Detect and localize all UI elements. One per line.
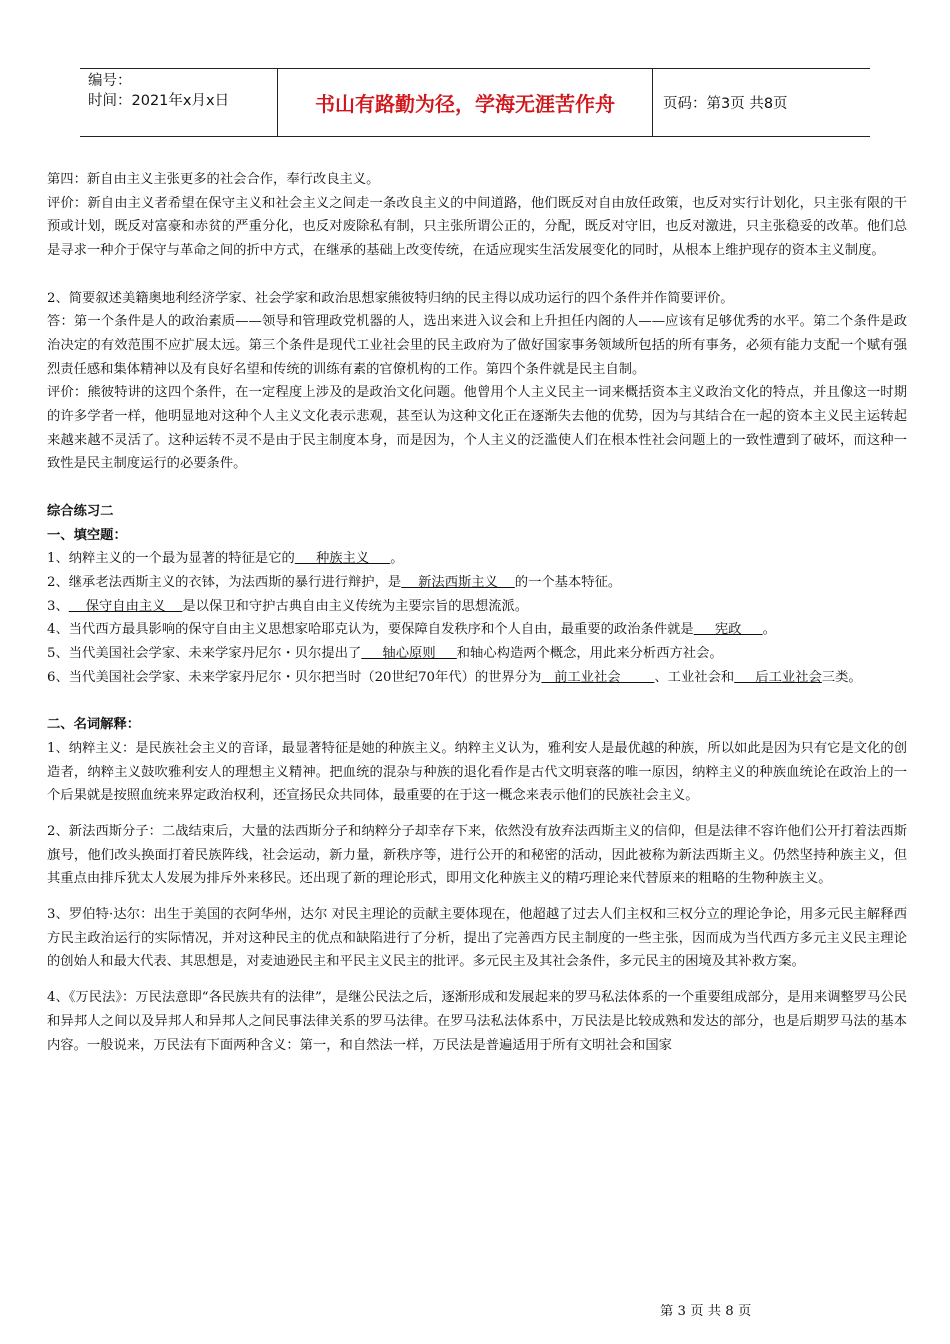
fill-item-3: 3、 保守自由主义 是以保卫和守护古典自由主义传统为主要宗旨的思想流派。 bbox=[47, 598, 529, 614]
time-label: 时间：2021年x月x日 bbox=[88, 93, 230, 109]
question: 2、简要叙述美籍奥地利经济学家、社会学家和政治思想家熊彼特归纳的民主得以成功运行的四个条件并作简要评价。 bbox=[47, 290, 734, 306]
fill-answer: 宪政 bbox=[693, 622, 763, 638]
paragraph: 评价：新自由主义者希望在保守主义和社会主义之间走一条改良主义的中间道路，他们既反对自由放任政策，也反对实行计划化，只主张有限的干预或计划，既反对富豪和赤贫的严重分化，也反对废除私有制，只主张所谓公正的，分配，既反对守旧，也反对激进，只主张稳妥的改革。他们总是寻求一种介于保守与革命之间的折中方式，在继承的基础上改变传统，在适应现实生活发展变化的同时，从根本上维护现存的资本主义制度。 bbox=[47, 195, 907, 259]
document-body bbox=[47, 168, 907, 1057]
term-definition: 2、新法西斯分子：二战结束后，大量的法西斯分子和纳粹分子却幸存下来，依然没有放弃法西斯主义的信仰，但是法律不容许他们公开打着法西斯旗号，他们改头换面打着民族阵线，社会运动，新力量，新秩序等，进行公开的和秘密的活动，因此被称为新法西斯主义。仍然坚持种族主义，但其重点由排斥犹太人发展为排斥外来移民。还出现了新的理论形式，即用文化种族主义的精巧理论来代替原来的粗略的生物种族主义。 bbox=[47, 823, 907, 887]
evaluation: 评价：熊彼特讲的这四个条件，在一定程度上涉及的是政治文化问题。他曾用个人主义民主一词来概括资本主义政治文化的特点，并且像这一时期的许多学者一样，他明显地对这种个人主义文化表示悲观，甚至认为这种文化正在逐渐失去他的优势，因为与其结合在一起的资本主义民主运转起来越来越不灵活了。这种运转不灵不是由于民主制度本身，而是因为，个人主义的泛滥使人们在根本性社会问题上的一致性遭到了破坏，而这种一致性是民主制度运行的必要条件。 bbox=[47, 385, 907, 472]
fill-item-6: 6、当代美国社会学家、未来学家丹尼尔・贝尔把当时（20世纪70年代）的世界分为 前工业社会 、工业社会和 后工业社会三类。 bbox=[47, 669, 862, 685]
term-definition: 4、《万民法》：万民法意即“各民族共有的法律”，是继公民法之后，逐渐形成和发展起来的罗马私法体系的一个重要组成部分，是用来调整罗马公民和异邦人之间以及异邦人和异邦人之间民事法律关系的罗马法律。在罗马法私法体系中，万民法是比较成熟和发达的部分，也是后期罗马法的基本内容。一般说来，万民法有下面两种含义：第一，和自然法一样，万民法是普遍适用于所有文明社会和国家 bbox=[47, 990, 907, 1053]
subsection-title: 一、填空题： bbox=[47, 527, 127, 543]
term-definition: 3、罗伯特·达尔：出生于美国的衣阿华州，达尔 对民主理论的贡献主要体现在，他超越了过去人们主权和三权分立的理论争论，用多元民主解释西方民主政治运行的实际情况，并对这种民主的优点和缺陷进行了分析，提出了完善西方民主制度的一些主张，因而成为当代西方多元主义民主理论的创始人和最大代表、其思想是，对麦迪逊民主和平民主义民主的批评。多元民主及其社会条件，多元民主的困境及其补救方案。 bbox=[47, 907, 907, 970]
fill-item-5: 5、当代美国社会学家、未来学家丹尼尔・贝尔提出了 轴心原则 和轴心构造两个概念，用此来分析西方社会。 bbox=[47, 646, 723, 662]
fill-item-4: 4、当代西方最具影响的保守自由主义思想家哈耶克认为，要保障自发秩序和个人自由，最重要的政治条件就是 宪政 。 bbox=[47, 622, 776, 638]
answer: 答：第一个条件是人的政治素质——领导和管理政党机器的人，选出来进入议会和上升担任内阁的人——应该有足够优秀的水平。第二个条件是政治决定的有效范围不应扩展太远。第三个条件是现代工业社会里的民主政府为了做好国家事务领域所包括的所有事务，必须有能力支配一个赋有强烈责任感和集体精神以及有良好名望和传统的训练有素的官僚机构的工作。第四个条件就是民主自制。 bbox=[47, 314, 907, 377]
subsection-title: 二、名词解释： bbox=[47, 717, 141, 733]
section-title: 综合练习二 bbox=[47, 503, 114, 519]
fill-answer: 前工业社会 bbox=[541, 669, 655, 685]
fill-answer: 保守自由主义 bbox=[68, 598, 183, 614]
term-definition: 1、纳粹主义：是民族社会主义的音译，最显著特征是她的种族主义。纳粹主义认为，雅利安人是最优越的种族，所以如此是因为只有它是文化的创造者，纳粹主义鼓吹雅利安人的理想主义精神。把血统的混杂与种族的退化看作是古代文明衰落的唯一原因，纳粹主义的种族血统论在政治上的一个后果就是按照血统来界定政治权利，还宣扬民众共同体，最重要的在于这一概念来表示他们的民族社会主义。 bbox=[47, 740, 907, 804]
fill-answer: 轴心原则 bbox=[361, 646, 457, 662]
fill-item-2: 2、继承老法西斯主义的衣钵，为法西斯的暴行进行辩护，是 新法西斯主义 的一个基本特征。 bbox=[47, 574, 622, 590]
page-footer: 第 3 页 共 8 页 bbox=[660, 1304, 752, 1319]
fill-item-1: 1、纳粹主义的一个最为显著的特征是它的 种族主义 。 bbox=[47, 551, 404, 567]
number-label: 编号： bbox=[88, 73, 132, 89]
page-header bbox=[80, 68, 870, 137]
fill-answer: 新法西斯主义 bbox=[401, 574, 515, 590]
header-page-label: 页码：第3页 共8页 bbox=[663, 96, 788, 112]
paragraph: 第四：新自由主义主张更多的社会合作，奉行改良主义。 bbox=[47, 172, 380, 187]
fill-answer: 种族主义 bbox=[294, 551, 391, 567]
header-meta bbox=[80, 69, 278, 136]
fill-answer: 后工业社会 bbox=[734, 669, 822, 685]
header-motto: 书山有路勤为径，学海无涯苦作舟 bbox=[278, 69, 653, 136]
